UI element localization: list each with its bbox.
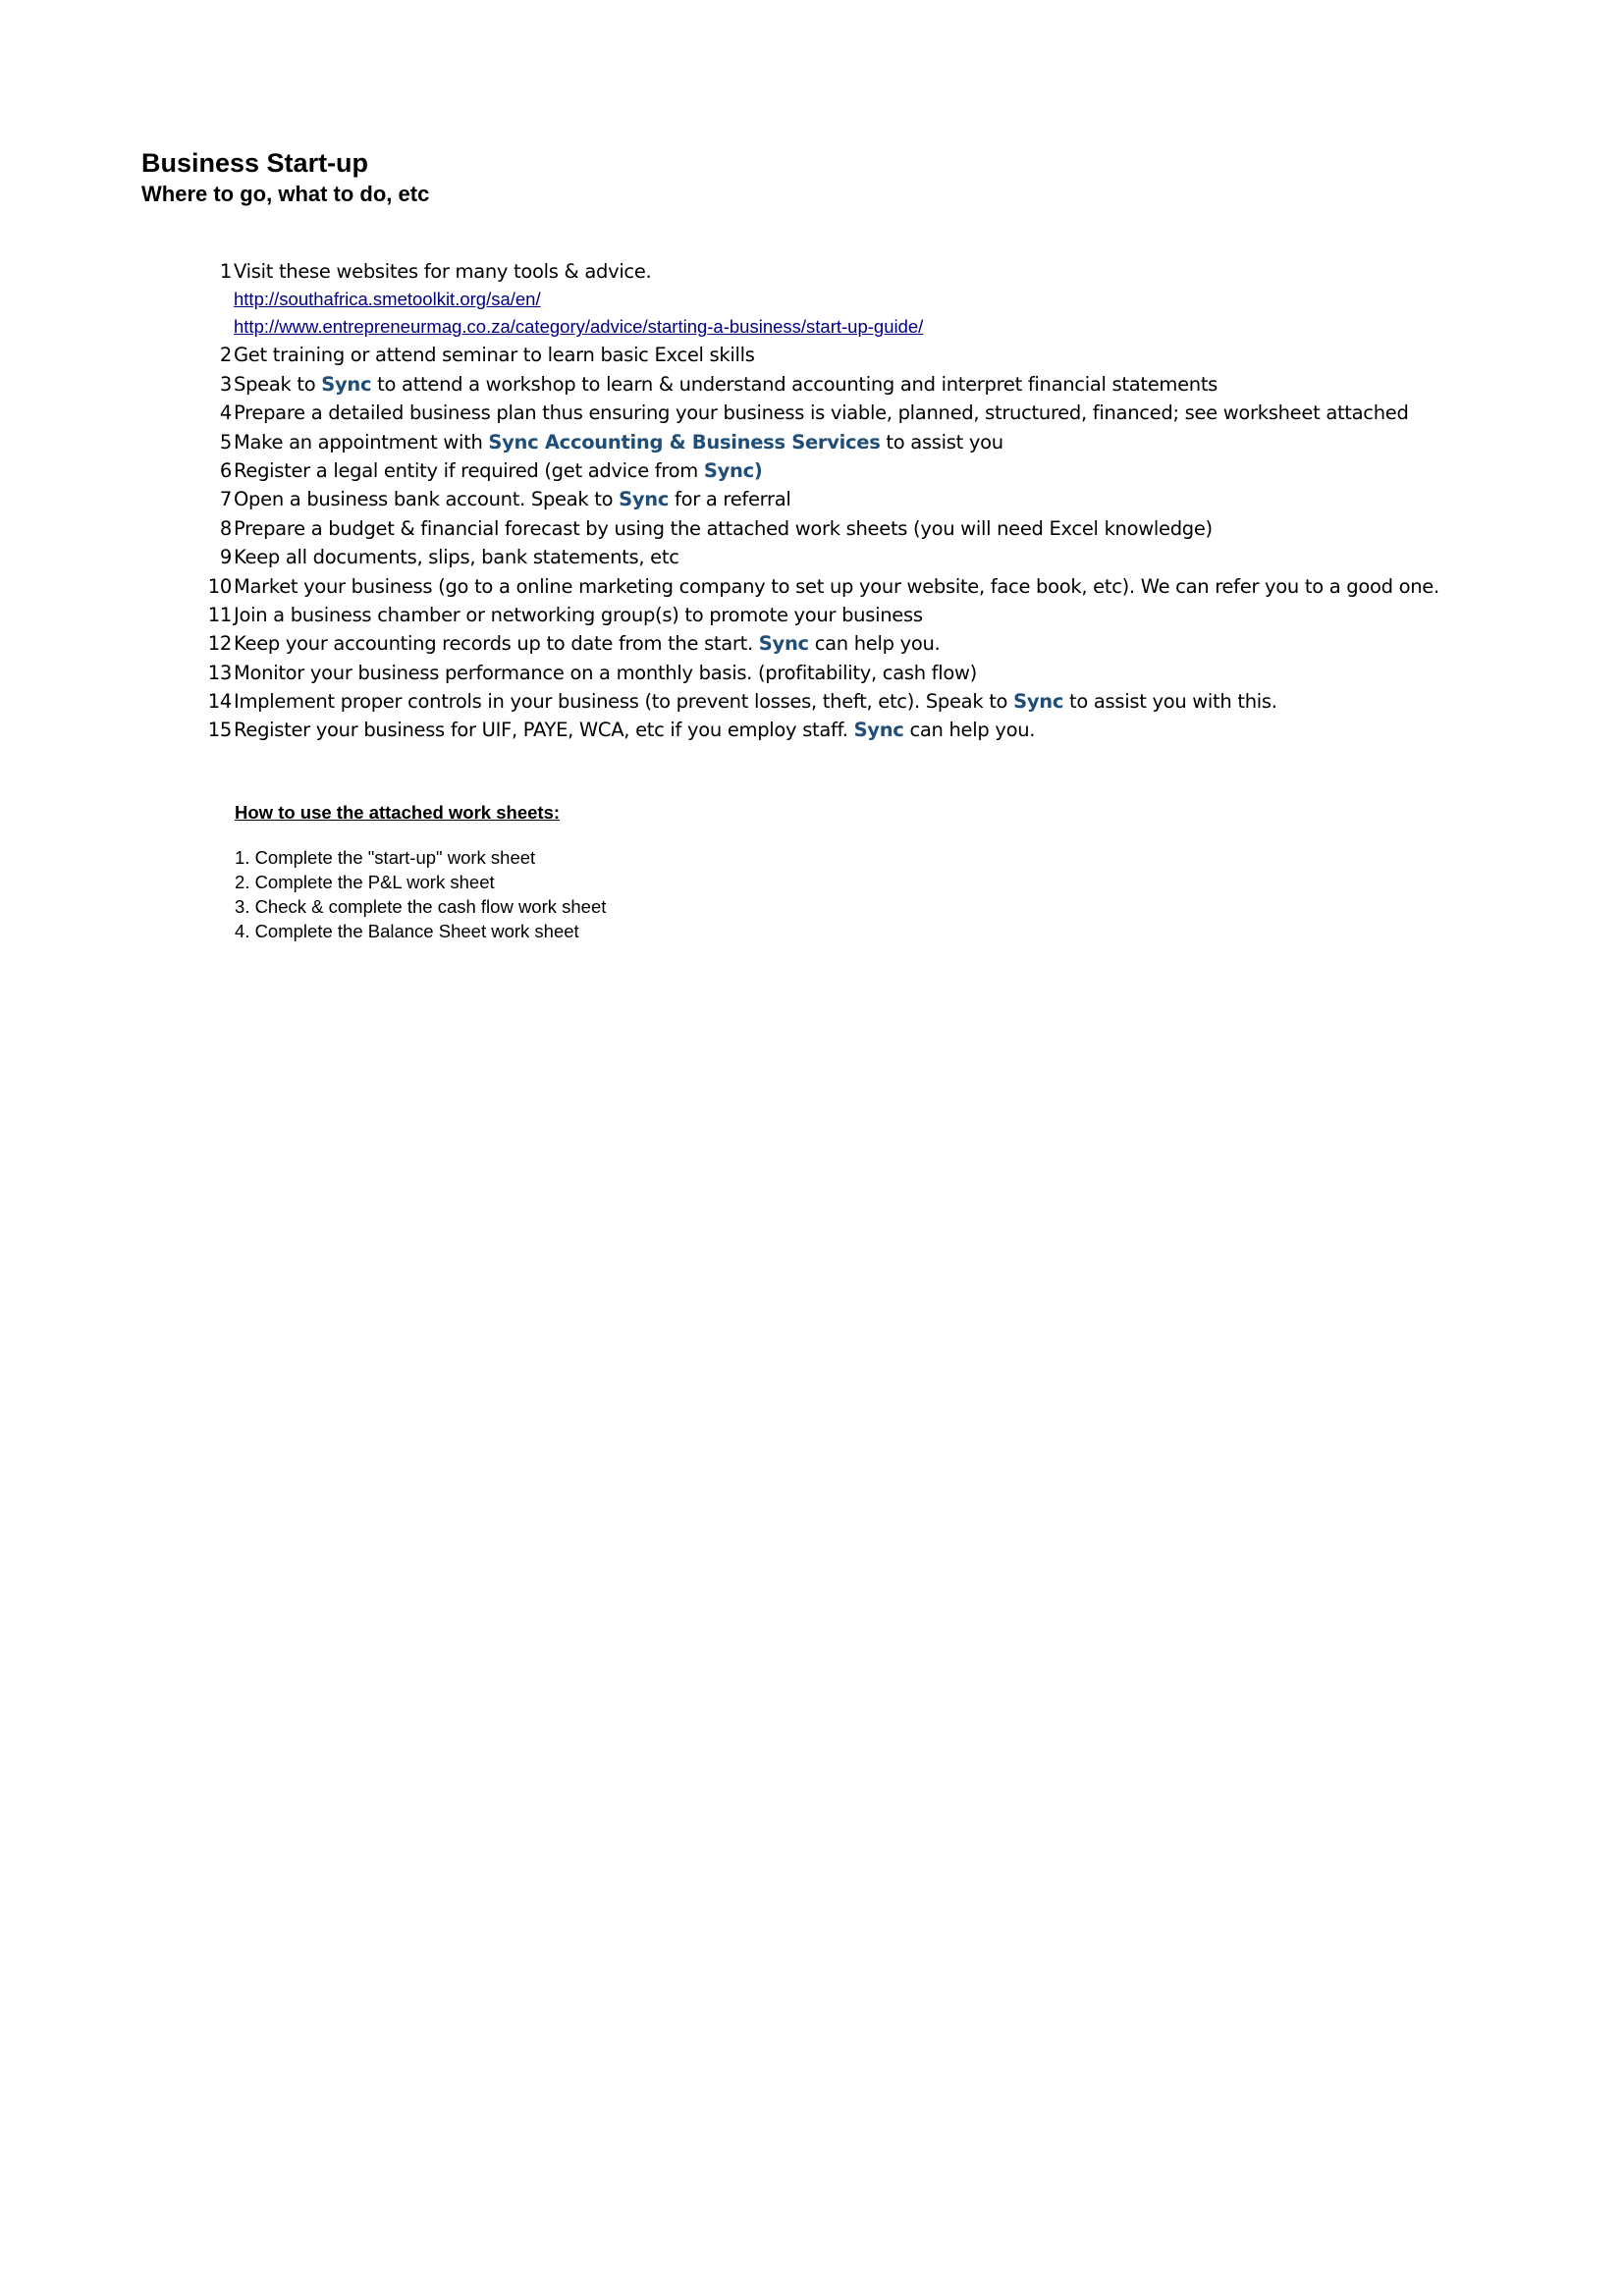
sync-highlight: Sync (619, 488, 670, 511)
sync-highlight: Sync Accounting & Business Services (488, 430, 881, 454)
sync-highlight: Sync (321, 372, 372, 396)
step-number: 14 (207, 690, 232, 714)
step-text-part: for a referral (669, 488, 791, 511)
step-number: 1 (219, 260, 232, 283)
step-text: Prepare a detailed business plan thus ensuring your business is viable, planned, structured, financed; see worksheet attached (234, 401, 1409, 425)
step-text-part: Register your business for UIF, PAYE, WCA, etc if you employ staff. (234, 719, 854, 742)
smetoolkit-link[interactable]: http://southafrica.smetoolkit.org/sa/en/ (234, 289, 541, 310)
step-number: 5 (219, 430, 232, 454)
step-13 (187, 659, 1542, 687)
step-text-part: can help you. (808, 632, 941, 656)
step-number: 13 (207, 661, 232, 684)
step-number: 3 (219, 372, 232, 396)
step-text (232, 428, 1003, 456)
step-1 (187, 257, 1542, 286)
page-title: Business Start-up (141, 148, 369, 178)
step-14 (187, 687, 1542, 716)
step-text-part: to attend a workshop to learn & understand accounting and interpret financial statements (371, 372, 1218, 396)
step-number: 2 (219, 344, 232, 367)
step-text-part: Keep your accounting records up to date from the start. (234, 632, 759, 656)
sync-highlight: Sync (853, 719, 904, 742)
link-row-1 (187, 286, 1542, 313)
step-9 (187, 543, 1542, 571)
step-number: 8 (219, 516, 232, 540)
step-text (232, 370, 1218, 399)
step-2 (187, 341, 1542, 369)
sync-highlight: Sync (758, 632, 809, 656)
step-10 (187, 572, 1542, 601)
step-text (232, 687, 1277, 716)
step-text: Keep all documents, slips, bank statements, etc (234, 546, 679, 569)
step-text: Join a business chamber or networking group(s) to promote your business (234, 603, 923, 626)
step-number: 7 (219, 488, 232, 511)
step-text (232, 629, 940, 658)
step-text: Monitor your business performance on a monthly basis. (profitability, cash flow) (234, 661, 977, 684)
step-7 (187, 485, 1542, 513)
step-text (232, 716, 1035, 744)
step-number: 11 (207, 603, 232, 626)
step-text-part: Make an appointment with (234, 430, 489, 454)
step-number: 15 (207, 719, 232, 742)
link-row-2 (187, 313, 1542, 341)
step-text (232, 485, 791, 513)
step-number: 9 (219, 546, 232, 569)
howto-item: 3. Check & complete the cash flow work sheet (235, 896, 607, 917)
step-number: 10 (207, 574, 232, 598)
entrepreneurmag-link[interactable]: http://www.entrepreneurmag.co.za/category/advice/starting-a-business/start-up-guide/ (234, 316, 924, 338)
step-text-part: can help you. (903, 719, 1036, 742)
step-15 (187, 716, 1542, 744)
step-number: 4 (219, 401, 232, 425)
howto-title: How to use the attached work sheets: (235, 802, 561, 823)
step-text: Prepare a budget & financial forecast by using the attached work sheets (you will need Excel knowledge) (234, 516, 1213, 540)
step-text: Visit these websites for many tools & advice. (234, 260, 652, 283)
step-number: 6 (219, 458, 232, 482)
howto-item: 2. Complete the P&L work sheet (235, 872, 495, 892)
step-number: 12 (207, 632, 232, 656)
step-5 (187, 428, 1542, 456)
step-6 (187, 456, 1542, 485)
step-text (232, 456, 763, 485)
step-text-part: Speak to (234, 372, 322, 396)
page-subtitle: Where to go, what to do, etc (141, 182, 430, 206)
step-8 (187, 514, 1542, 543)
step-11 (187, 601, 1542, 629)
howto-item: 1. Complete the "start-up" work sheet (235, 847, 536, 868)
howto-section (235, 800, 606, 943)
step-text-part: Open a business bank account. Speak to (234, 488, 620, 511)
steps-list (187, 257, 1542, 745)
step-text-part: to assist you with this. (1063, 690, 1277, 714)
step-4 (187, 399, 1542, 427)
sync-highlight: Sync) (703, 458, 763, 482)
step-text-part: Implement proper controls in your business (to prevent losses, theft, etc). Speak to (234, 690, 1014, 714)
step-text-part: to assist you (880, 430, 1003, 454)
step-text-part: Register a legal entity if required (get advice from (234, 458, 704, 482)
howto-item: 4. Complete the Balance Sheet work sheet (235, 921, 579, 941)
sync-highlight: Sync (1013, 690, 1064, 714)
step-text: Market your business (go to a online marketing company to set up your website, face book, etc). We can refer you to a good one. (234, 574, 1439, 598)
step-text: Get training or attend seminar to learn basic Excel skills (234, 344, 755, 367)
step-3 (187, 370, 1542, 399)
step-12 (187, 629, 1542, 658)
